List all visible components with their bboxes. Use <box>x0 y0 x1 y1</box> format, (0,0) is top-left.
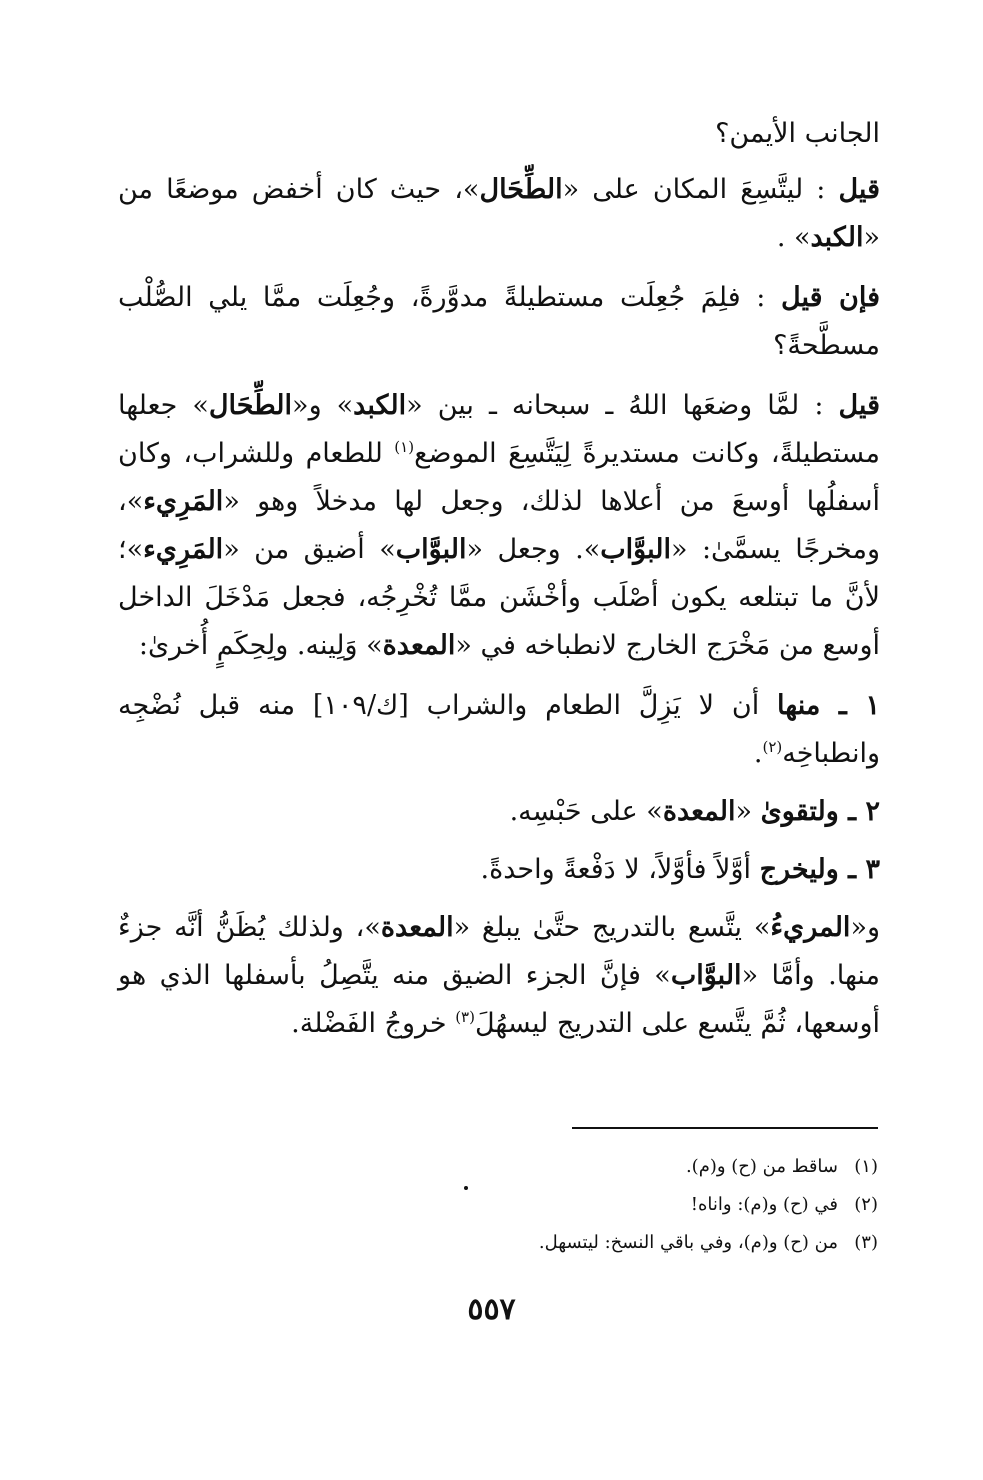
footnote-number: (٢) <box>854 1194 878 1215</box>
bold-term: البوَّاب <box>395 534 467 565</box>
paragraph-fain-qil <box>118 274 880 370</box>
bold-term: المريءُ <box>770 912 851 943</box>
text-fragment: » جعلها مستطيلةً، وكانت مستديرةً لِيَتَّسِعَ الموضع <box>118 390 880 469</box>
text-fragment: » فإنَّ الجزء الضيق منه يتَّصِلُ بأسفلها الذي هو أوسعها، ثُمَّ يتَّسع على التدريج ليسهُلَ <box>118 960 880 1039</box>
bold-term: الكبد <box>810 222 864 253</box>
text-fragment: » وَلِينه. ولِحِكَمٍ أُخرىٰ: <box>138 630 383 661</box>
text-fragment: : ليتَّسِعَ المكان على « <box>562 174 839 205</box>
text-fragment: »؛ لأنَّ ما تبتلعه يكون أصْلَب وأخْشَن ممَّا تُخْرِجُه، فجعل مَدْخَلَ الداخل أوسع من مَخْرَج الخارج لانطباخه في « <box>118 534 880 661</box>
footnote-number: (١) <box>854 1156 878 1177</box>
text-fragment: » أضيق من « <box>223 534 396 565</box>
paragraph-label: قيل <box>838 174 880 205</box>
text-fragment: و« <box>850 912 880 943</box>
bold-term: المعدة <box>382 630 456 661</box>
text-fragment: » . <box>776 222 811 253</box>
bold-term: المَرِيء <box>143 534 224 565</box>
text-fragment: »، ومخرجًا يسمَّىٰ: « <box>118 486 880 565</box>
footnote-text: ساقط من (ح) و(م). <box>685 1156 838 1177</box>
footnote-ref[interactable]: (٢) <box>762 738 783 756</box>
text-fragment: . <box>753 738 763 769</box>
text-fragment: أوَّلاً فأوَّلاً، لا دَفْعةً واحدةً. <box>480 854 760 885</box>
footnote-ref[interactable]: (٣) <box>455 1008 475 1026</box>
footnote-number: (٣) <box>854 1232 878 1253</box>
paragraph-qil-2 <box>118 382 880 670</box>
main-text <box>118 110 880 1060</box>
ink-speck <box>464 1186 468 1190</box>
footnote-item <box>118 1186 878 1224</box>
bold-term: البوَّاب <box>670 960 742 991</box>
text-fragment: خروجُ الفَضْلة. <box>291 1008 456 1039</box>
bold-term: الطِّحَال <box>479 174 563 205</box>
list-number: ٣ ـ وليخرج <box>759 854 880 885</box>
footnote-item <box>118 1148 878 1186</box>
footnote-separator <box>572 1127 878 1129</box>
text-fragment: » على حَبْسِه. <box>509 796 663 827</box>
bold-term: المَرِيء <box>143 486 224 517</box>
bold-term: الكبد <box>353 390 407 421</box>
list-item-3 <box>118 846 880 894</box>
text-fragment: « <box>735 796 761 827</box>
list-item-1 <box>118 682 880 778</box>
bold-term: المعدة <box>662 796 736 827</box>
list-number: ٢ ـ ولتقوىٰ <box>760 796 880 827</box>
paragraph-marri <box>118 904 880 1048</box>
text-fragment: ». وجعل « <box>466 534 601 565</box>
bold-term: المعدة <box>380 912 454 943</box>
text-fragment: أن لا يَزِلَّ الطعام والشراب [ك/١٠٩] منه قبل نُضْجِه وانطباخِه <box>118 690 880 769</box>
paragraph-qil-1 <box>118 166 880 262</box>
paragraph-label: فإن قيل <box>781 282 880 313</box>
text-fragment: للطعام وللشراب، وكان أسفلُها أوسعَ من أعلاها لذلك، وجعل لها مدخلاً وهو « <box>118 438 880 517</box>
bold-term: الطِّحَال <box>208 390 293 421</box>
footnote-ref[interactable]: (١) <box>394 438 415 456</box>
list-number: ١ ـ منها <box>777 690 880 721</box>
text-fragment: : لمَّا وضعَها اللهُ ـ سبحانه ـ بين « <box>406 390 839 421</box>
footnotes <box>118 1148 878 1262</box>
text-fragment: »، حيث كان أخفض موضعًا من « <box>118 174 880 253</box>
paragraph-heading-continuation <box>118 110 880 158</box>
text-fragment: : فلِمَ جُعِلَت مستطيلةً مدوَّرةً، وجُعِلَت ممَّا يلي الصُّلْب مسطَّحةً؟ <box>118 282 880 361</box>
page-number: ٥٥٧ <box>467 1292 516 1327</box>
text-fragment: »، ولذلك يُظَنُّ أنَّه جزءٌ منها. وأمَّا « <box>118 912 880 991</box>
text-fragment: » و« <box>292 390 354 421</box>
list-item-2 <box>118 788 880 836</box>
paragraph-label: قيل <box>838 390 880 421</box>
footnote-item <box>118 1224 878 1262</box>
text-fragment: الجانب الأيمن؟ <box>715 118 880 149</box>
footnote-text: في (ح) و(م): واناه! <box>690 1194 838 1215</box>
footnote-text: من (ح) و(م)، وفي باقي النسخ: ليتسهل. <box>538 1232 838 1253</box>
bold-term: البوَّاب <box>600 534 671 565</box>
text-fragment: » يتَّسع بالتدريج حتَّىٰ يبلغ « <box>453 912 771 943</box>
